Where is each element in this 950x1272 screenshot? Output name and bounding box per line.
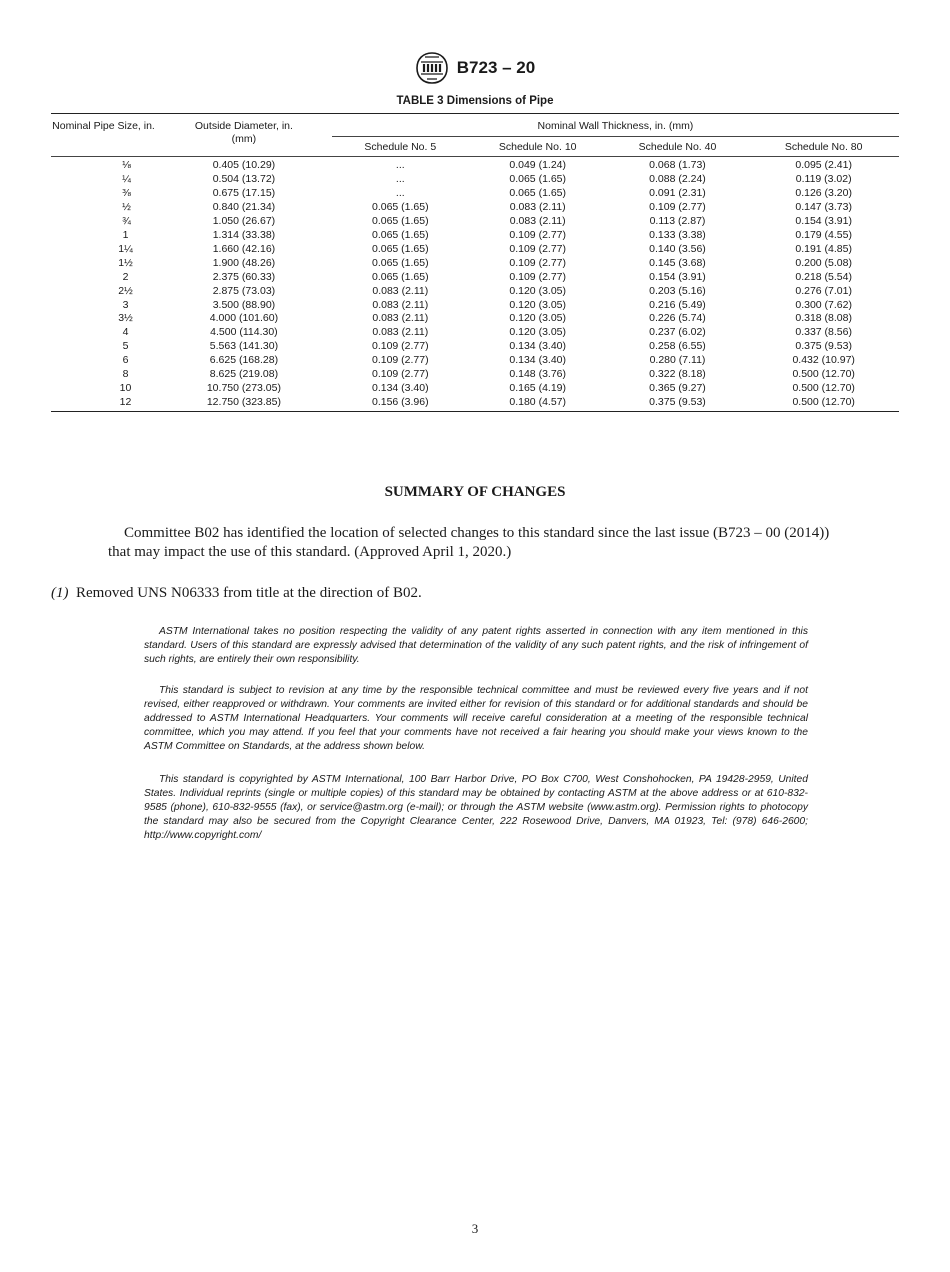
cell-outside-diameter: 0.840 (21.34) [212, 200, 276, 213]
cell-wall-thickness: 0.049 (1.24) [509, 159, 566, 171]
cell-wall-thickness: 0.365 (9.27) [649, 382, 706, 395]
table-row [51, 243, 899, 257]
table-row [51, 368, 899, 382]
cell-wall-thickness: 0.237 (6.02) [649, 326, 706, 339]
cell-size: 8 [122, 368, 129, 381]
cell-size: 4 [122, 326, 129, 339]
summary-paragraph: Committee B02 has identified the location of selected changes to this standard since the last issue (B723 – 00 (2014)) that may impact the use of this standard. (Approved April 1, 2020.) [108, 525, 830, 560]
cell-size: 1½ [118, 256, 133, 269]
cell-outside-diameter: 3.500 (88.90) [212, 298, 276, 311]
cell-wall-thickness: 0.065 (1.65) [371, 270, 429, 283]
cell-wall-thickness: 0.500 (12.70) [792, 368, 855, 381]
cell-wall-thickness: 0.148 (3.76) [509, 368, 566, 381]
cell-wall-thickness: 0.065 (1.65) [509, 172, 566, 185]
change-item-text: Removed UNS N06333 from title at the direction of B02. [76, 585, 422, 601]
cell-size: ⅛ [122, 159, 131, 171]
cell-outside-diameter: 8.625 (219.08) [209, 368, 279, 381]
cell-wall-thickness: 0.065 (1.65) [509, 186, 566, 199]
cell-size: ¼ [122, 172, 131, 185]
table-row [51, 201, 899, 215]
cell-size: 10 [119, 382, 132, 395]
cell-wall-thickness: 0.120 (3.05) [509, 326, 566, 339]
cell-wall-thickness: 0.191 (4.85) [795, 242, 852, 255]
table-row [51, 312, 899, 326]
table-row [51, 340, 899, 354]
cell-wall-thickness: 0.145 (3.68) [649, 256, 706, 269]
col-header-size: Nominal Pipe Size, in. [51, 114, 156, 157]
table-row [51, 187, 899, 201]
cell-wall-thickness: 0.218 (5.54) [795, 270, 852, 283]
cell-wall-thickness: 0.226 (5.74) [649, 312, 706, 325]
cell-outside-diameter: 1.314 (33.38) [212, 228, 276, 241]
cell-wall-thickness: 0.133 (3.38) [649, 228, 706, 241]
cell-wall-thickness: 0.154 (3.91) [795, 214, 852, 227]
cell-wall-thickness: 0.109 (2.77) [509, 256, 566, 269]
change-item [51, 584, 851, 603]
col-header-schedule-10: Schedule No. 10 [498, 141, 577, 153]
table-row [51, 271, 899, 285]
table-row [51, 299, 899, 313]
cell-wall-thickness: 0.179 (4.55) [795, 228, 852, 241]
col-header-schedule-5: Schedule No. 5 [364, 141, 437, 153]
col-header-schedule-40: Schedule No. 40 [638, 141, 717, 153]
cell-outside-diameter: 12.750 (323.85) [156, 396, 332, 411]
cell-wall-thickness: 0.180 (4.57) [469, 396, 607, 411]
table-row [51, 257, 899, 271]
cell-outside-diameter: 0.405 (10.29) [212, 159, 276, 171]
table-row [51, 157, 899, 173]
cell-wall-thickness: 0.318 (8.08) [795, 312, 852, 325]
table-row [51, 326, 899, 340]
cell-wall-thickness: 0.126 (3.20) [795, 186, 852, 199]
cell-outside-diameter: 1.050 (26.67) [212, 214, 276, 227]
cell-wall-thickness: 0.109 (2.77) [371, 368, 429, 381]
cell-size: 5 [122, 340, 129, 353]
col-header-schedule-80: Schedule No. 80 [784, 141, 863, 153]
astm-logo-icon [415, 52, 449, 84]
cell-wall-thickness: 0.432 (10.97) [792, 354, 855, 367]
copyright-notice: This standard is copyrighted by ASTM International, 100 Barr Harbor Drive, PO Box C700, West Conshohocken, PA 19428-2959, United States. Individual reprints (single or multiple copies) of this standard may be obtained by contacting ASTM at the above address or at 610-832-9585 (phone), 610-832-9555 (fax), or service@astm.org (e-mail); or through the ASTM website (www.astm.org). Permission rights to photocopy the standard may also be secured from the Copyright Clearance Center, 222 Rosewood Drive, Danvers, MA 01923, Tel: (978) 646-2600; http://www.copyright.com/ [144, 774, 808, 841]
cell-wall-thickness: 0.091 (2.31) [649, 186, 706, 199]
cell-wall-thickness: 0.083 (2.11) [372, 312, 429, 325]
cell-wall-thickness: 0.375 (9.53) [795, 340, 852, 353]
cell-size: 6 [122, 354, 129, 367]
cell-size: 3 [122, 298, 129, 311]
cell-wall-thickness: 0.156 (3.96) [332, 396, 469, 411]
cell-wall-thickness: 0.500 (12.70) [792, 382, 855, 395]
cell-wall-thickness: 0.134 (3.40) [509, 354, 566, 367]
cell-wall-thickness: 0.276 (7.01) [795, 284, 852, 297]
cell-size: 12 [51, 396, 156, 411]
cell-wall-thickness: 0.065 (1.65) [371, 228, 429, 241]
cell-outside-diameter: 1.660 (42.16) [212, 242, 276, 255]
cell-wall-thickness: 0.120 (3.05) [509, 298, 566, 311]
table-row [51, 285, 899, 299]
cell-wall-thickness: 0.203 (5.16) [649, 284, 706, 297]
cell-wall-thickness: 0.134 (3.40) [509, 340, 566, 353]
cell-wall-thickness: 0.068 (1.73) [649, 159, 706, 171]
cell-wall-thickness: 0.165 (4.19) [509, 382, 566, 395]
cell-size: 1 [122, 228, 129, 241]
cell-wall-thickness: 0.083 (2.11) [509, 214, 566, 227]
page-header [0, 52, 950, 89]
cell-outside-diameter: 2.375 (60.33) [212, 270, 276, 283]
cell-wall-thickness: 0.154 (3.91) [649, 270, 706, 283]
table-row [51, 215, 899, 229]
cell-wall-thickness: 0.083 (2.11) [372, 326, 429, 339]
cell-wall-thickness: 0.258 (6.55) [649, 340, 706, 353]
table-row [51, 173, 899, 187]
cell-wall-thickness: 0.095 (2.41) [795, 159, 852, 171]
col-header-od: Outside Diameter, in. (mm) [156, 114, 332, 157]
cell-size: ¾ [122, 214, 131, 227]
cell-wall-thickness: 0.065 (1.65) [371, 256, 429, 269]
cell-wall-thickness: ... [395, 172, 405, 185]
cell-wall-thickness: 0.113 (2.87) [649, 214, 706, 227]
pipe-dimensions-table [51, 113, 899, 412]
cell-outside-diameter: 4.000 (101.60) [209, 312, 279, 325]
cell-wall-thickness: 0.119 (3.02) [795, 172, 852, 185]
change-item-number: (1) [51, 585, 69, 601]
cell-wall-thickness: 0.088 (2.24) [649, 172, 706, 185]
cell-wall-thickness: ... [395, 159, 405, 171]
table-title: TABLE 3 Dimensions of Pipe [396, 95, 554, 107]
cell-outside-diameter: 10.750 (273.05) [206, 382, 281, 395]
cell-size: 1¼ [118, 242, 133, 255]
cell-outside-diameter: 0.504 (13.72) [212, 172, 276, 185]
cell-outside-diameter: 6.625 (168.28) [209, 354, 279, 367]
cell-wall-thickness: 0.140 (3.56) [649, 242, 706, 255]
cell-size: ½ [122, 200, 131, 213]
cell-outside-diameter: 5.563 (141.30) [209, 340, 279, 353]
page-number: 3 [471, 1221, 479, 1236]
cell-size: ⅜ [122, 186, 131, 199]
cell-wall-thickness: 0.280 (7.11) [649, 354, 706, 367]
cell-size: 2 [122, 270, 129, 283]
cell-size: 2½ [118, 284, 133, 297]
cell-wall-thickness: 0.120 (3.05) [509, 284, 566, 297]
cell-outside-diameter: 0.675 (17.15) [212, 186, 276, 199]
cell-outside-diameter: 2.875 (73.03) [212, 284, 276, 297]
cell-wall-thickness: 0.375 (9.53) [607, 396, 749, 411]
cell-wall-thickness: 0.109 (2.77) [371, 340, 429, 353]
cell-wall-thickness: 0.083 (2.11) [372, 298, 429, 311]
cell-wall-thickness: 0.083 (2.11) [509, 200, 566, 213]
cell-wall-thickness: 0.322 (8.18) [649, 368, 706, 381]
cell-wall-thickness: 0.134 (3.40) [371, 382, 429, 395]
table-row [51, 354, 899, 368]
table-row [51, 229, 899, 243]
cell-wall-thickness: 0.109 (2.77) [649, 200, 706, 213]
cell-wall-thickness: 0.300 (7.62) [795, 298, 852, 311]
cell-wall-thickness: 0.083 (2.11) [372, 284, 429, 297]
table-row [51, 382, 899, 396]
col-header-wall-group: Nominal Wall Thickness, in. (mm) [332, 114, 899, 137]
cell-outside-diameter: 1.900 (48.26) [212, 256, 276, 269]
cell-wall-thickness: ... [395, 186, 405, 199]
patent-notice: ASTM International takes no position respecting the validity of any patent rights asserted in connection with any item mentioned in this standard. Users of this standard are expressly advised that determination of the validity of any such patent rights, and the risk of infringement of such rights, are entirely their own responsibility. [144, 626, 808, 665]
cell-wall-thickness: 0.065 (1.65) [371, 200, 429, 213]
cell-wall-thickness: 0.109 (2.77) [509, 228, 566, 241]
cell-wall-thickness: 0.109 (2.77) [509, 242, 566, 255]
table-row [51, 396, 899, 411]
cell-wall-thickness: 0.147 (3.73) [795, 200, 852, 213]
cell-outside-diameter: 4.500 (114.30) [210, 326, 278, 339]
cell-wall-thickness: 0.065 (1.65) [371, 242, 429, 255]
cell-wall-thickness: 0.500 (12.70) [748, 396, 899, 411]
revision-notice: This standard is subject to revision at any time by the responsible technical committee and must be reviewed every five years and if not revised, either reapproved or withdrawn. Your comments are invited either for revision of this standard or for additional standards and should be addressed to ASTM International Headquarters. Your comments will receive careful consideration at a meeting of the responsible technical committee, which you may attend. If you feel that your comments have not received a fair hearing you should make your views known to the ASTM Committee on Standards, at the address shown below. [144, 685, 808, 752]
cell-wall-thickness: 0.337 (8.56) [795, 326, 852, 339]
cell-wall-thickness: 0.200 (5.08) [795, 256, 852, 269]
cell-wall-thickness: 0.065 (1.65) [371, 214, 429, 227]
cell-wall-thickness: 0.216 (5.49) [649, 298, 706, 311]
cell-size: 3½ [118, 312, 133, 325]
cell-wall-thickness: 0.109 (2.77) [509, 270, 566, 283]
summary-title: SUMMARY OF CHANGES [384, 484, 566, 500]
standard-designation: B723 – 20 [456, 58, 536, 77]
cell-wall-thickness: 0.120 (3.05) [509, 312, 566, 325]
cell-wall-thickness: 0.109 (2.77) [371, 354, 429, 367]
